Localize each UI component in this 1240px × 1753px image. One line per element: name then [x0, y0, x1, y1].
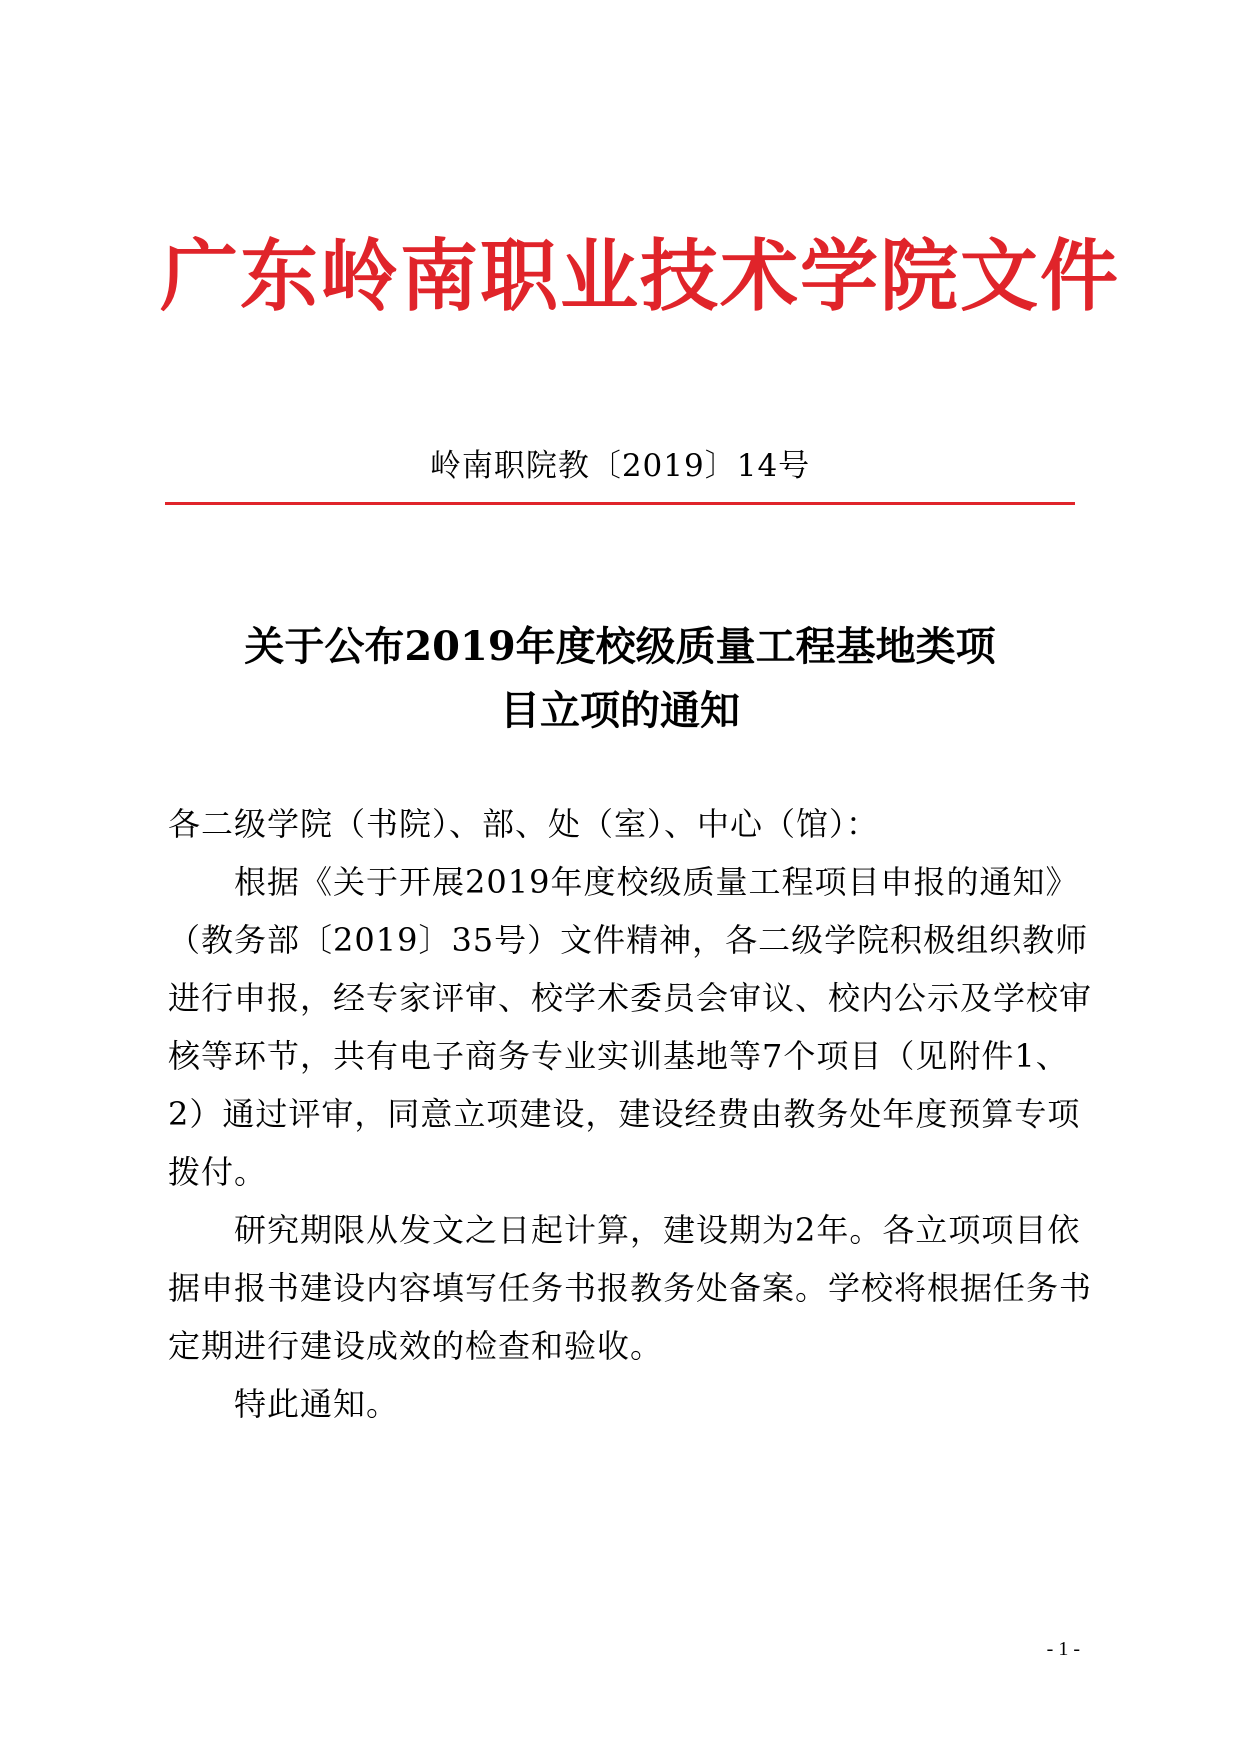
paragraph-1-line-6: 拨付。	[168, 1153, 268, 1191]
notice-title	[165, 615, 1075, 743]
notice-body	[168, 795, 1093, 1433]
red-divider-line	[165, 502, 1075, 505]
paragraph-1-line-3: 进行申报，经专家评审、校学术委员会审议、校内公示及学校审	[168, 979, 1093, 1017]
letterhead-title: 广东岭南职业技术学院文件	[160, 231, 1121, 322]
paragraph-1-line-5: 2）通过评审，同意立项建设，建设经费由教务处年度预算专项	[168, 1095, 1081, 1133]
paragraph-2-line-3: 定期进行建设成效的检查和验收。	[168, 1327, 664, 1365]
closing-line: 特此通知。	[234, 1385, 400, 1423]
paragraph-1-line-4: 核等环节，共有电子商务专业实训基地等7个项目（见附件1、	[168, 1037, 1069, 1075]
paragraph-2-line-1: 研究期限从发文之日起计算，建设期为2年。各立项项目依	[234, 1211, 1081, 1249]
notice-title-line-1: 关于公布2019年度校级质量工程基地类项	[244, 623, 996, 670]
document-number: 岭南职院教〔2019〕14号	[429, 448, 811, 484]
notice-title-line-2: 目立项的通知	[500, 687, 740, 734]
paragraph-2-line-2: 据申报书建设内容填写任务书报教务处备案。学校将根据任务书	[168, 1269, 1093, 1307]
page-number: - 1 -	[1046, 1638, 1080, 1660]
salutation: 各二级学院（书院）、部、处（室）、中心（馆）：	[168, 805, 880, 843]
paragraph-1-line-1: 根据《关于开展2019年度校级质量工程项目申报的通知》	[234, 863, 1079, 901]
paragraph-1-line-2: （教务部〔2019〕35号）文件精神，各二级学院积极组织教师	[168, 921, 1089, 959]
